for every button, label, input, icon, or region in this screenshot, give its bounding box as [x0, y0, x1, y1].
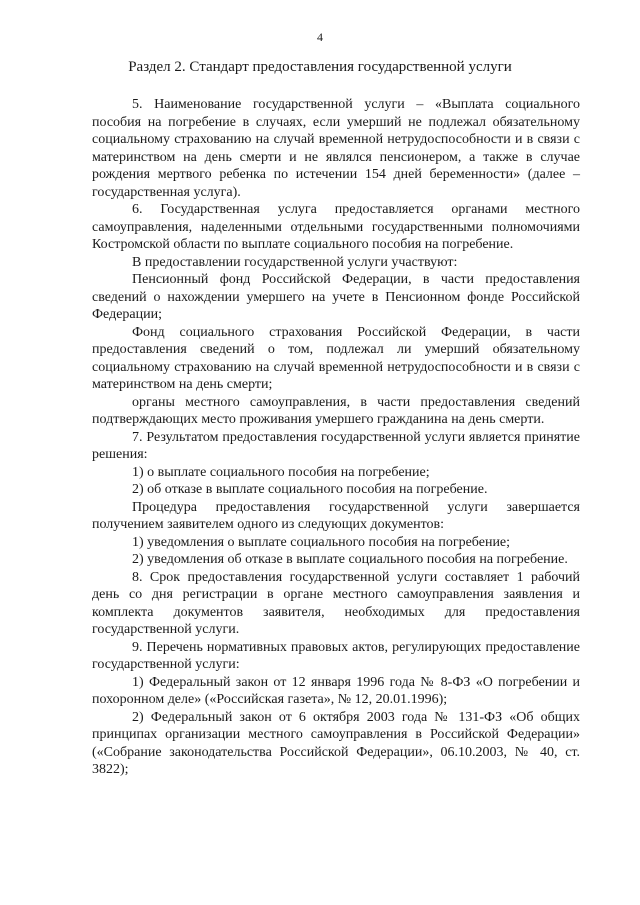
paragraph-8-term: 8. Срок предоставления государственной услуги составляет 1 рабочий день со дня регистрации в органе местного самоуправления заявления и комплекта документов заявителя, необходимых для предоставления государственной услуги.: [92, 569, 580, 637]
page-number: 4: [317, 30, 323, 44]
list-item-result-1: 1) о выплате социального пособия на погребение;: [132, 464, 430, 480]
list-item-result-2: 2) об отказе в выплате социального пособия на погребение.: [132, 482, 488, 497]
paragraph-social-insurance-fund: Фонд социального страхования Российской Федерации, в части предоставления сведений о том, подлежал ли умерший обязательному социальному страхованию на случай временной нетрудоспособности и в связи с материнством на день смерти;: [92, 324, 580, 392]
paragraph-pension-fund: Пенсионный фонд Российской Федерации, в части предоставления сведений о нахождении умершего на учете в Пенсионном фонде Российской Федерации;: [92, 272, 580, 322]
paragraph-9-legal-acts: 9. Перечень нормативных правовых актов, регулирующих предоставление государственной услуги:: [92, 639, 580, 672]
list-item-document-2: 2) уведомления об отказе в выплате социального пособия на погребение.: [132, 552, 568, 567]
list-item-law-2: 2) Федеральный закон от 6 октября 2003 года № 131-ФЗ «Об общих принципах организации местного самоуправления в Российской Федерации» («Собрание законодательства Российской Федерации», 06.10.2003, № 40, ст. 3822);: [92, 709, 580, 777]
list-item-document-1: 1) уведомления о выплате социального пособия на погребение;: [132, 534, 511, 550]
paragraph-participants-intro: В предоставлении государственной услуги участвуют:: [132, 254, 458, 270]
document-body: [92, 96, 580, 779]
paragraph-5-service-name: 5. Наименование государственной услуги – «Выплата социального пособия на погребение в случаях, если умерший не подлежал обязательному социальному страхованию на случай временной нетрудоспособности и в связи с материнством на день смерти и не являлся пенсионером, а также в случае рождения мертвого ребенка по истечении 154 дней беременности» (далее – государственная услуга).: [92, 97, 580, 200]
list-item-law-1: 1) Федеральный закон от 12 января 1996 года № 8-ФЗ «О погребении и похоронном деле» («Российская газета», № 12, 20.01.1996);: [92, 674, 580, 707]
paragraph-local-government: органы местного самоуправления, в части предоставления сведений подтверждающих место проживания умершего гражданина на день смерти.: [92, 394, 580, 427]
paragraph-7-result: 7. Результатом предоставления государственной услуги является принятие решения:: [92, 429, 580, 462]
paragraph-procedure-completion: Процедура предоставления государственной услуги завершается получением заявителем одного из следующих документов:: [92, 499, 580, 532]
paragraph-6-service-provider: 6. Государственная услуга предоставляется органами местного самоуправления, наделенными отдельными государственными полномочиями Костромской области по выплате социального пособия на погребение.: [92, 202, 580, 252]
section-title: Раздел 2. Стандарт предоставления государственной услуги: [128, 59, 512, 75]
